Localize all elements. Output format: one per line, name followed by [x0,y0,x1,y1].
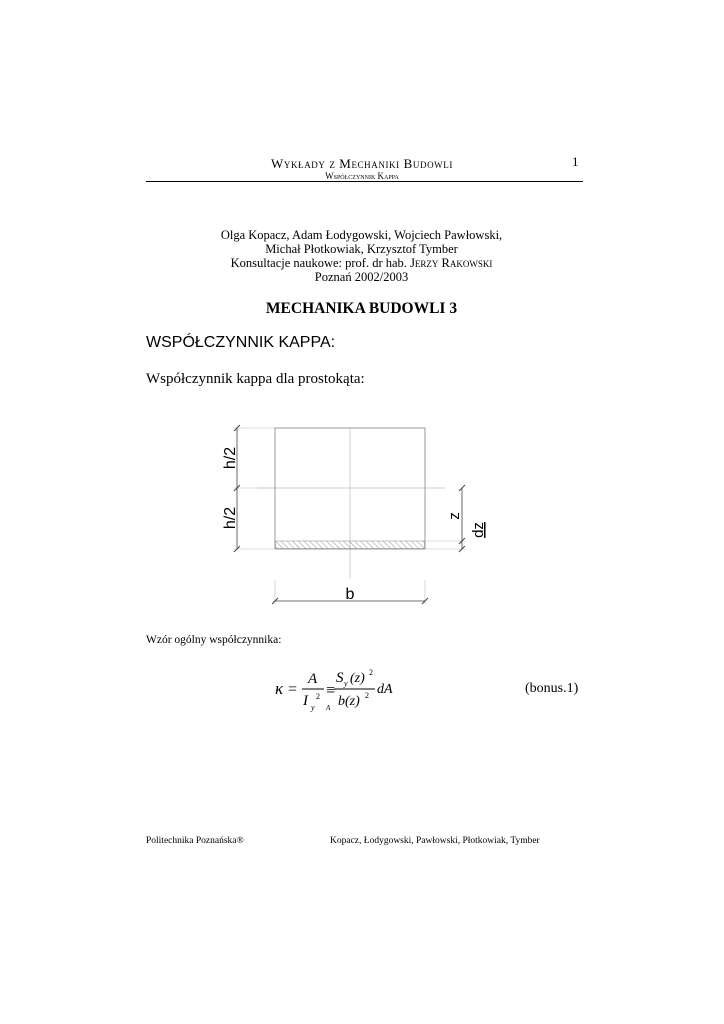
header-divider [146,181,583,182]
authors-block [146,228,577,284]
integral-subscript-A: A [326,704,331,712]
authors-line-2: Michał Płotkowiak, Krzysztof Tymber [265,242,458,256]
footer-institution: Politechnika Poznańska® [146,836,244,846]
equation-number: (bonus.1) [525,681,579,696]
b-label: b [345,586,355,603]
I-superscript-2: 2 [316,692,320,701]
consultation-prefix: Konsultacje naukowe: prof. dr hab. [230,256,411,270]
main-title: MECHANIKA BUDOWLI 3 [265,300,458,317]
place-date-line: Poznań 2002/2003 [314,270,409,284]
half-height-label-bottom: h/2 [222,506,239,530]
numerator-A: A [308,671,318,687]
header-subtitle: Współczynnik Kappa [325,171,399,181]
footer-authors: Kopacz, Łodygowski, Pawłowski, Płotkowiak, Tymber [330,836,540,846]
S-argument-z: (z) [350,671,365,686]
I-subscript-y: y [311,703,315,712]
page-number: 1 [572,154,579,169]
differential-dA: dA [377,682,393,697]
consultant-name: Jerzy Rakowski [410,256,493,270]
numerator-S: S [336,670,344,686]
subsection-text: Współczynnik kappa dla prostokąta: [146,371,365,387]
authors-line-1: Olga Kopacz, Adam Łodygowski, Wojciech Pawłowski, [220,228,503,242]
kappa-formula [270,660,410,720]
S-subscript-y: y [344,679,348,688]
z-label: z [446,512,463,520]
consultation-line [146,256,577,270]
half-height-label-top: h/2 [222,446,239,470]
header-title: Wykłady z Mechaniki Budowli [271,156,453,171]
denominator-b: b(z) [338,694,360,709]
integral-sign: ≡ [326,682,336,699]
b-superscript-2: 2 [365,691,369,700]
section-title: WSPÓŁCZYNNIK KAPPA: [146,334,336,351]
dz-label: dz [470,522,487,538]
denominator-I: I [303,693,308,709]
equals-sign: = [288,681,298,698]
rectangle-cross-section-diagram [210,420,510,610]
hatched-strip [276,541,425,549]
S-superscript-2: 2 [369,668,373,677]
formula-label: Wzór ogólny współczynnika: [146,634,282,646]
kappa-symbol: κ [275,679,284,698]
